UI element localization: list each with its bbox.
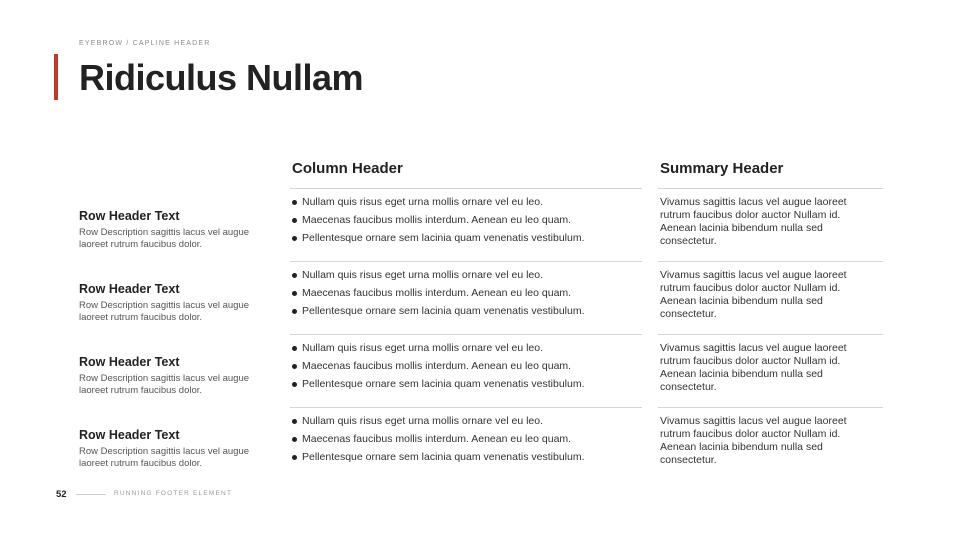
list-item: Pellentesque ornare sem lacinia quam venenatis vestibulum. [292, 302, 642, 320]
row-divider [658, 261, 883, 262]
summary-text: Vivamus sagittis lacus vel augue laoreet rutrum faucibus dolor auctor Nullam id. Aenean lacinia bibendum nulla sed consectetur. [660, 415, 847, 466]
row-header [79, 427, 269, 469]
bullet-list [292, 412, 642, 466]
summary-text: Vivamus sagittis lacus vel augue laoreet rutrum faucibus dolor auctor Nullam id. Aenean lacinia bibendum nulla sed consectetur. [660, 196, 847, 247]
row-header [79, 281, 269, 323]
summary-text: Vivamus sagittis lacus vel augue laoreet rutrum faucibus dolor auctor Nullam id. Aenean lacinia bibendum nulla sed consectetur. [660, 269, 847, 320]
list-item: Nullam quis risus eget urna mollis ornare vel eu leo. [292, 193, 642, 211]
row-description: Row Description sagittis lacus vel augue laoreet rutrum faucibus dolor. [79, 373, 250, 396]
bullet-icon [292, 236, 297, 241]
list-item: Nullam quis risus eget urna mollis ornare vel eu leo. [292, 339, 642, 357]
row-divider [658, 407, 883, 408]
row-header-title: Row Header Text [79, 355, 180, 369]
row-header [79, 354, 269, 396]
bullet-icon [292, 364, 297, 369]
title-accent-bar [54, 54, 58, 100]
eyebrow-header: EYEBROW / CAPLINE HEADER [79, 40, 211, 47]
list-item: Pellentesque ornare sem lacinia quam venenatis vestibulum. [292, 448, 642, 466]
row-divider [290, 407, 642, 408]
row-header-title: Row Header Text [79, 282, 180, 296]
row-description: Row Description sagittis lacus vel augue laoreet rutrum faucibus dolor. [79, 227, 250, 250]
row-divider [658, 334, 883, 335]
bullet-icon [292, 273, 297, 278]
row-divider [658, 188, 883, 189]
footer-divider [76, 494, 106, 495]
row-description: Row Description sagittis lacus vel augue laoreet rutrum faucibus dolor. [79, 446, 250, 469]
row-divider [290, 334, 642, 335]
row-header-title: Row Header Text [79, 428, 180, 442]
list-item: Maecenas faucibus mollis interdum. Aenean eu leo quam. [292, 430, 642, 448]
list-item: Nullam quis risus eget urna mollis ornare vel eu leo. [292, 412, 642, 430]
column-header: Column Header [292, 160, 403, 177]
list-item: Maecenas faucibus mollis interdum. Aenean eu leo quam. [292, 284, 642, 302]
list-item: Pellentesque ornare sem lacinia quam venenatis vestibulum. [292, 375, 642, 393]
list-item: Maecenas faucibus mollis interdum. Aenean eu leo quam. [292, 211, 642, 229]
page-number: 52 [56, 489, 67, 500]
bullet-icon [292, 455, 297, 460]
list-item: Nullam quis risus eget urna mollis ornare vel eu leo. [292, 266, 642, 284]
row-header-title: Row Header Text [79, 209, 180, 223]
bullet-icon [292, 437, 297, 442]
summary-text: Vivamus sagittis lacus vel augue laoreet rutrum faucibus dolor auctor Nullam id. Aenean lacinia bibendum nulla sed consectetur. [660, 342, 847, 393]
running-footer: RUNNING FOOTER ELEMENT [114, 490, 233, 497]
page-title: Ridiculus Nullam [79, 57, 364, 98]
row-divider [290, 261, 642, 262]
bullet-icon [292, 346, 297, 351]
list-item: Maecenas faucibus mollis interdum. Aenean eu leo quam. [292, 357, 642, 375]
summary-header: Summary Header [660, 160, 784, 177]
bullet-icon [292, 218, 297, 223]
bullet-icon [292, 200, 297, 205]
list-item: Pellentesque ornare sem lacinia quam venenatis vestibulum. [292, 229, 642, 247]
bullet-list [292, 193, 642, 247]
bullet-icon [292, 419, 297, 424]
row-description: Row Description sagittis lacus vel augue laoreet rutrum faucibus dolor. [79, 300, 250, 323]
bullet-list [292, 339, 642, 393]
bullet-icon [292, 291, 297, 296]
bullet-list [292, 266, 642, 320]
row-divider [290, 188, 642, 189]
bullet-icon [292, 382, 297, 387]
row-header [79, 208, 269, 250]
bullet-icon [292, 309, 297, 314]
